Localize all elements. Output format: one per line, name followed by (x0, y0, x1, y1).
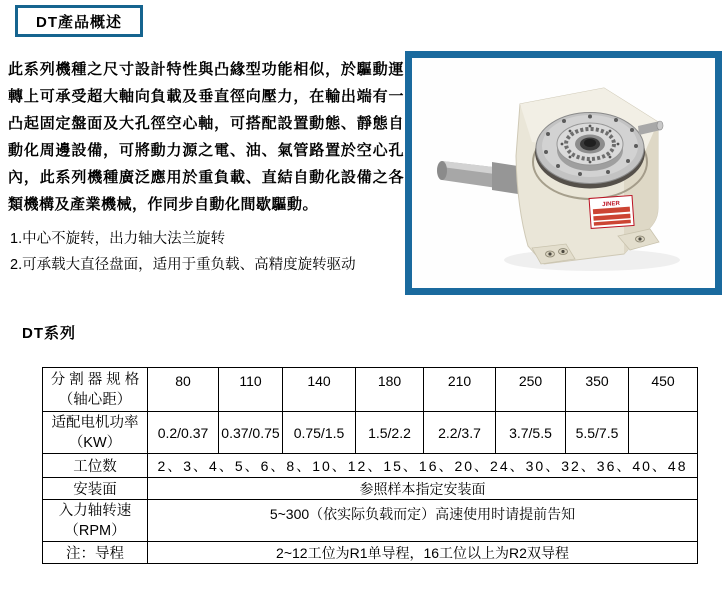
row-label-spec: 分 割 器 规 格 （轴心距） (43, 368, 148, 412)
model-210: 210 (424, 368, 496, 412)
table-row-stations (43, 454, 698, 478)
section-title: DT系列 (22, 325, 76, 342)
product-photo (412, 58, 715, 288)
nameplate (589, 195, 634, 228)
row-label-power: 适配电机功率 （KW） (43, 412, 148, 454)
row-label-speed: 入力轴转速 （RPM） (43, 500, 148, 542)
power-value: 2.2/3.7 (424, 412, 496, 454)
page-title: DT產品概述 (36, 13, 122, 31)
speed-value: 5~300（依实际负载而定）高速使用时请提前告知 (148, 500, 698, 542)
power-value: 1.5/2.2 (356, 412, 424, 454)
model-250: 250 (496, 368, 566, 412)
row-label-stations: 工位数 (43, 454, 148, 478)
feature-item-2: 2.可承载大直径盘面，适用于重负载、高精度旋转驱动 (10, 257, 356, 273)
model-450: 450 (629, 368, 698, 412)
model-180: 180 (356, 368, 424, 412)
power-value (629, 412, 698, 454)
stations-value: 2、3、4、5、6、8、10、12、15、16、20、24、30、32、36、40、48 (148, 454, 698, 478)
power-value: 3.7/5.5 (496, 412, 566, 454)
model-80: 80 (148, 368, 219, 412)
mount-value: 参照样本指定安装面 (148, 478, 698, 500)
power-value: 0.75/1.5 (283, 412, 356, 454)
model-350: 350 (566, 368, 629, 412)
row-label-mount: 安装面 (43, 478, 148, 500)
input-shaft (437, 161, 518, 194)
product-brand-label: JINER (602, 200, 621, 209)
product-image-frame (405, 51, 722, 295)
model-140: 140 (283, 368, 356, 412)
feature-list (10, 226, 410, 278)
power-value: 5.5/7.5 (566, 412, 629, 454)
table-row-power (43, 412, 698, 454)
product-description: 此系列機種之尺寸設計特性與凸緣型功能相似，於驅動運轉上可承受超大軸向負載及垂直徑向壓力，在輸出端有一凸起固定盤面及大孔徑空心軸，可搭配設置動態、靜態自動化周邊設備，可將動力源之電、油、氣管路置於空心孔內，此系列機種廣泛應用於重負載、直結自動化設備之各類機構及產業機械，作同步自動化間歇驅動。 (8, 61, 404, 213)
power-value: 0.2/0.37 (148, 412, 219, 454)
spec-table (42, 367, 698, 564)
row-label-note: 注：导程 (43, 542, 148, 564)
power-value: 0.37/0.75 (219, 412, 283, 454)
table-row-mount (43, 478, 698, 500)
table-row-models (43, 368, 698, 412)
output-flange (535, 113, 645, 189)
model-110: 110 (219, 368, 283, 412)
page-title-box (15, 5, 143, 37)
table-row-note (43, 542, 698, 564)
note-value: 2~12工位为R1单导程，16工位以上为R2双导程 (148, 542, 698, 564)
feature-item-1: 1.中心不旋转，出力轴大法兰旋转 (10, 231, 226, 247)
table-row-speed (43, 500, 698, 542)
